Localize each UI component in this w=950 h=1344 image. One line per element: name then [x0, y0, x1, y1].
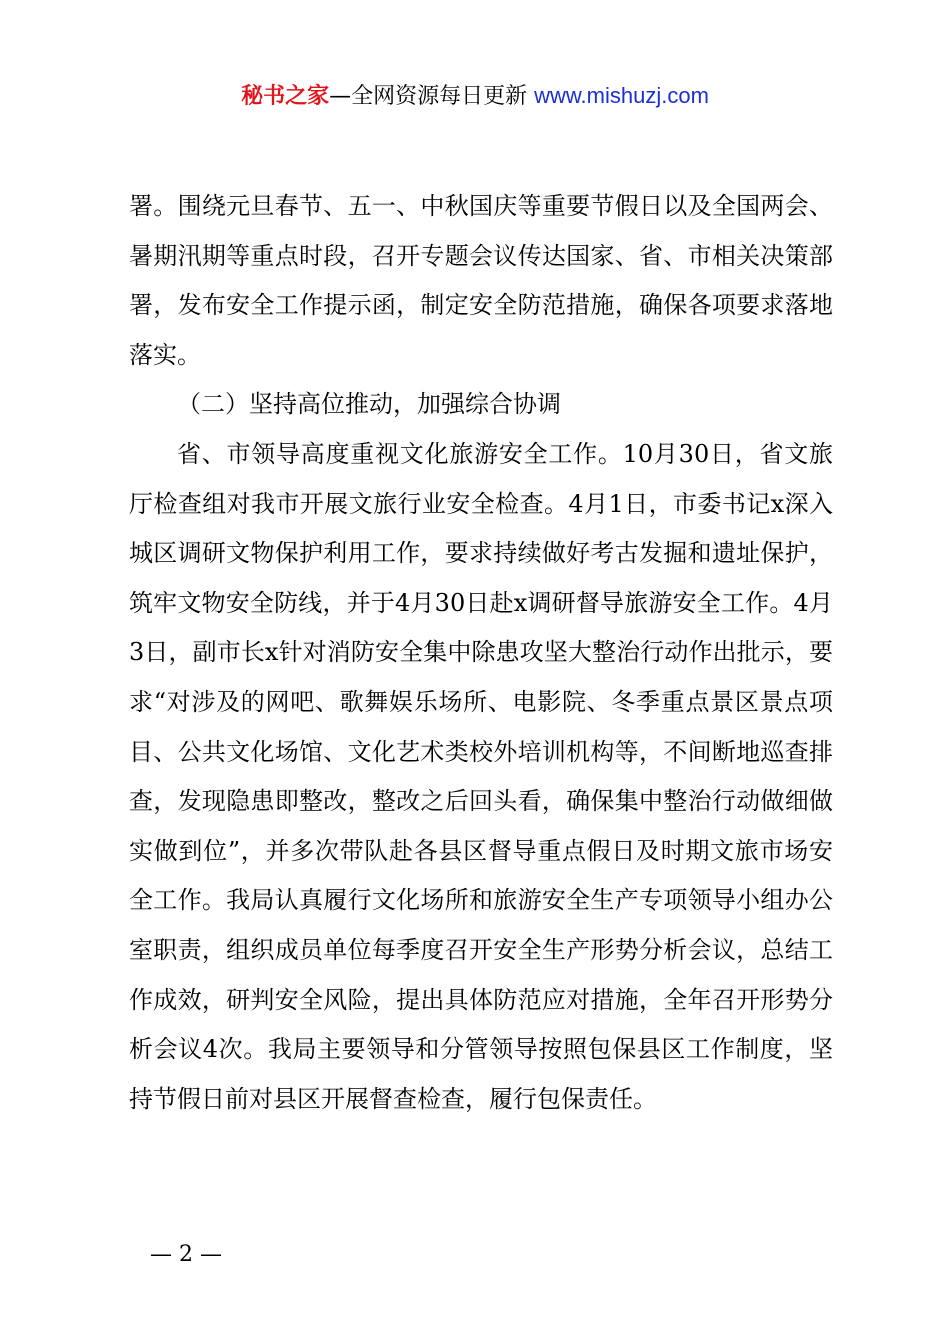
- paragraph-continuation: 署。围绕元旦春节、五一、中秋国庆等重要节假日以及全国两会、暑期汛期等重点时段，召开专题会议传达国家、省、市相关决策部署，发布安全工作提示函，制定安全防范措施，确保各项要求落地落实。: [129, 192, 833, 369]
- page-number: — 2 —: [150, 1242, 222, 1267]
- paragraph-body: 省、市领导高度重视文化旅游安全工作。10月30日，省文旅厅检查组对我市开展文旅行业安全检查。4月1日，市委书记x深入城区调研文物保护利用工作，要求持续做好考古发掘和遗址保护，筑牢文物安全防线，并于4月30日赴x调研督导旅游安全工作。4月3日，副市长x针对消防安全集中除患攻坚大整治行动作出批示，要求“对涉及的网吧、歌舞娱乐场所、电影院、冬季重点景区景点项目、公共文化场馆、文化艺术类校外培训机构等，不间断地巡查排查，发现隐患即整改，整改之后回头看，确保集中整治行动做细做实做到位”，并多次带队赴各县区督导重点假日及时期文旅市场安全工作。我局认真履行文化场所和旅游安全生产专项领导小组办公室职责，组织成员单位每季度召开安全生产形势分析会议，总结工作成效，研判安全风险，提出具体防范应对措施，全年召开形势分析会议4次。我局主要领导和分管领导按照包保县区工作制度，坚持节假日前对县区开展督查检查，履行包保责任。: [129, 439, 833, 1113]
- site-header: [0, 80, 950, 113]
- site-url-link[interactable]: www.mishuzj.com: [534, 83, 709, 108]
- document-body: [129, 182, 833, 1124]
- site-tagline: —全网资源每日更新: [329, 84, 535, 109]
- section-heading: （二）坚持高位推动，加强综合协调: [177, 390, 561, 419]
- site-brand: 秘书之家: [241, 84, 330, 109]
